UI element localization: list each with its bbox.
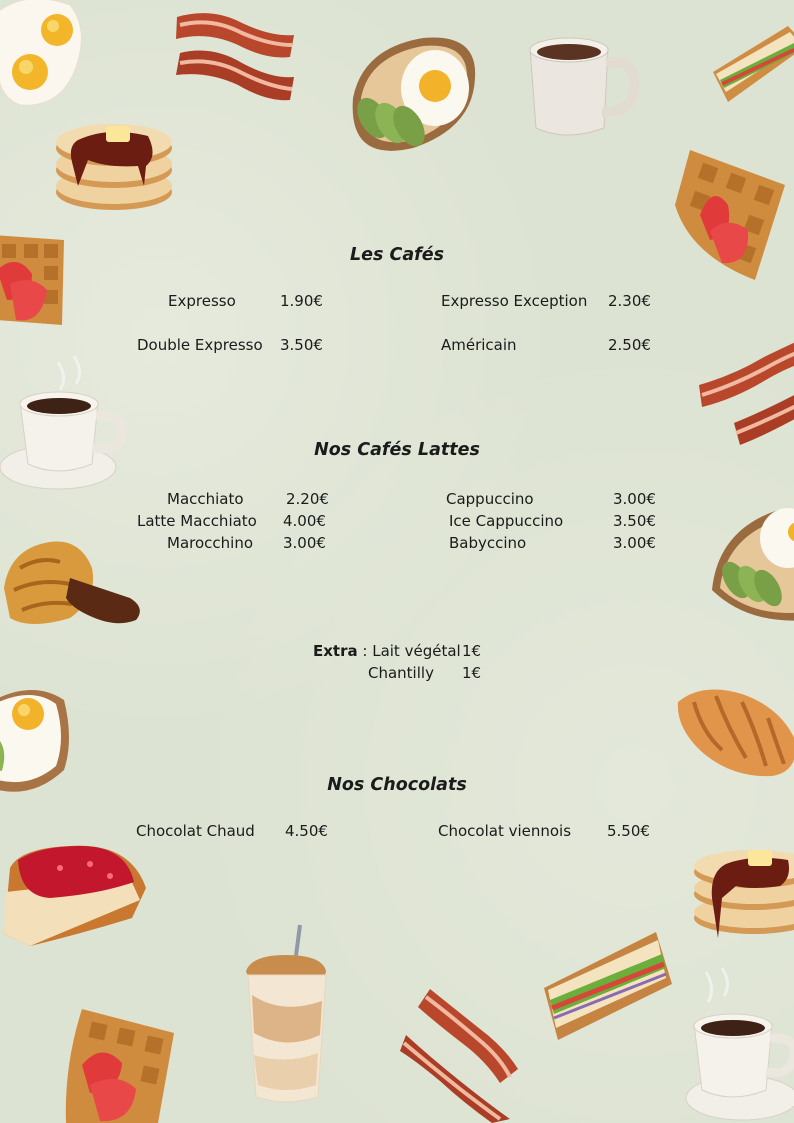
coffee-mug-icon	[526, 30, 641, 142]
avocado-toast-icon	[343, 28, 483, 160]
item-price: 2.30€	[608, 292, 651, 310]
item-price: 3.50€	[613, 512, 656, 530]
item-price: 3.00€	[613, 490, 656, 508]
section-title-cafes: Les Cafés	[349, 245, 445, 265]
waffle-icon	[62, 1005, 177, 1123]
bacon-icon	[400, 985, 522, 1123]
fried-egg-icon	[0, 680, 74, 802]
item-name: Ice Cappuccino	[449, 512, 564, 530]
item-price: 4.00€	[283, 512, 326, 530]
item-name: Américain	[441, 336, 517, 354]
sandwich-icon	[708, 22, 794, 112]
item-price: 2.20€	[286, 490, 329, 508]
item-price: 3.50€	[280, 336, 323, 354]
croissant-icon	[672, 682, 794, 780]
iced-latte-icon	[242, 925, 332, 1105]
item-name: Chocolat viennois	[438, 822, 572, 840]
item-price: 1€	[462, 642, 482, 660]
item-price: 2.50€	[608, 336, 651, 354]
fried-egg-icon	[0, 0, 90, 115]
pancakes-icon	[48, 106, 176, 220]
extra-line	[313, 642, 461, 660]
item-name: Macchiato	[167, 490, 244, 508]
chocolate-croissant-icon	[0, 538, 146, 630]
item-name: Latte Macchiato	[137, 512, 257, 530]
item-name: Expresso Exception	[441, 292, 588, 310]
pancakes-icon	[692, 842, 794, 942]
item-name: Double Expresso	[137, 336, 263, 354]
item-price: 1.90€	[280, 292, 323, 310]
avocado-toast-icon	[708, 500, 794, 625]
item-price: 3.00€	[283, 534, 326, 552]
jam-toast-icon	[0, 838, 150, 956]
item-name: Chantilly	[368, 664, 434, 682]
item-price: 3.00€	[613, 534, 656, 552]
item-name: Babyccino	[449, 534, 527, 552]
section-title-lattes: Nos Cafés Lattes	[314, 440, 480, 460]
coffee-cup-icon	[0, 352, 130, 497]
bacon-icon	[172, 5, 300, 120]
item-name: Lait végétal	[372, 642, 461, 660]
item-name: Expresso	[168, 292, 236, 310]
extra-separator: :	[357, 642, 373, 660]
bacon-icon	[694, 335, 794, 450]
extra-label: Extra	[313, 642, 358, 660]
waffle-icon	[670, 145, 790, 285]
item-price: 1€	[462, 664, 482, 682]
item-price: 4.50€	[285, 822, 328, 840]
coffee-cup-icon	[682, 968, 794, 1123]
section-title-chocolats: Nos Chocolats	[327, 775, 467, 795]
waffle-icon	[0, 230, 72, 330]
item-price: 5.50€	[607, 822, 650, 840]
item-name: Cappuccino	[446, 490, 534, 508]
sandwich-icon	[540, 928, 674, 1042]
item-name: Marocchino	[167, 534, 254, 552]
item-name: Chocolat Chaud	[136, 822, 255, 840]
